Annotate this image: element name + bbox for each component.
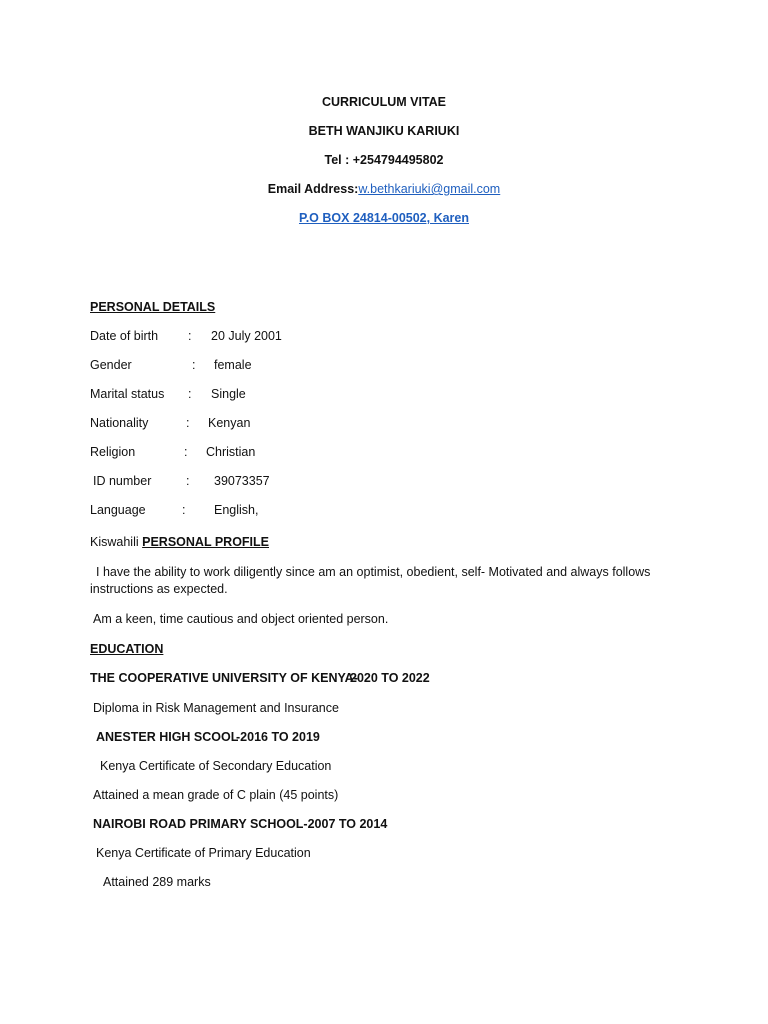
detail-label-marital: Marital status (90, 387, 165, 401)
primary-marks: Attained 289 marks (103, 875, 211, 889)
candidate-name: BETH WANJIKU KARIUKI (308, 124, 460, 138)
detail-sep: : (188, 387, 192, 401)
detail-value-nationality: Kenyan (208, 416, 251, 430)
university-years: 2020 TO 2022 (350, 671, 430, 685)
postal-address[interactable]: P.O BOX 24814-00502, Karen (298, 211, 469, 225)
detail-value-marital: Single (211, 387, 246, 401)
email-label: Email Address: (267, 182, 359, 196)
detail-value-language: English, (214, 503, 259, 517)
detail-label-religion: Religion (90, 445, 136, 459)
university-name: THE COOPERATIVE UNIVERSITY OF KENYA- (90, 671, 358, 685)
detail-label-dob: Date of birth (90, 329, 159, 343)
detail-label-language: Language (90, 503, 146, 517)
detail-label-gender: Gender (90, 358, 132, 372)
detail-label-id: ID number (93, 474, 152, 488)
detail-sep: : (188, 329, 192, 343)
detail-sep: : (182, 503, 186, 517)
telephone: Tel : +254794495802 (324, 153, 444, 167)
primary-school-name: NAIROBI ROAD PRIMARY SCHOOL-2007 TO 2014 (93, 817, 388, 831)
detail-sep: : (186, 474, 190, 488)
detail-sep: : (184, 445, 188, 459)
university-award: Diploma in Risk Management and Insurance (93, 701, 339, 715)
detail-sep: : (186, 416, 190, 430)
personal-profile-heading: PERSONAL PROFILE (142, 535, 269, 549)
detail-value-id: 39073357 (214, 474, 270, 488)
high-school-name: ANESTER HIGH SCOOL (96, 730, 239, 744)
personal-profile-line (90, 534, 269, 550)
detail-value-dob: 20 July 2001 (211, 329, 282, 343)
detail-value-religion: Christian (206, 445, 256, 459)
email-link[interactable]: w.bethkariuki@gmail.com (358, 182, 501, 196)
high-school-grade: Attained a mean grade of C plain (45 points) (93, 788, 339, 802)
email-line (0, 181, 768, 197)
high-school-years: -2016 TO 2019 (236, 730, 320, 744)
profile-paragraph: Am a keen, time cautious and object oriented person. (93, 612, 389, 626)
detail-value-gender: female (214, 358, 252, 372)
profile-paragraph: I have the ability to work diligently since am an optimist, obedient, self- Motivated and always follows instructions as expected. (90, 565, 651, 596)
document-title: CURRICULUM VITAE (321, 95, 447, 109)
personal-details-heading: PERSONAL DETAILS (90, 300, 216, 314)
detail-sep: : (192, 358, 196, 372)
education-heading: EDUCATION (90, 642, 164, 656)
language-continuation: Kiswahili (90, 535, 139, 549)
high-school-award: Kenya Certificate of Secondary Education (100, 759, 332, 773)
primary-award: Kenya Certificate of Primary Education (96, 846, 311, 860)
detail-label-nationality: Nationality (90, 416, 149, 430)
